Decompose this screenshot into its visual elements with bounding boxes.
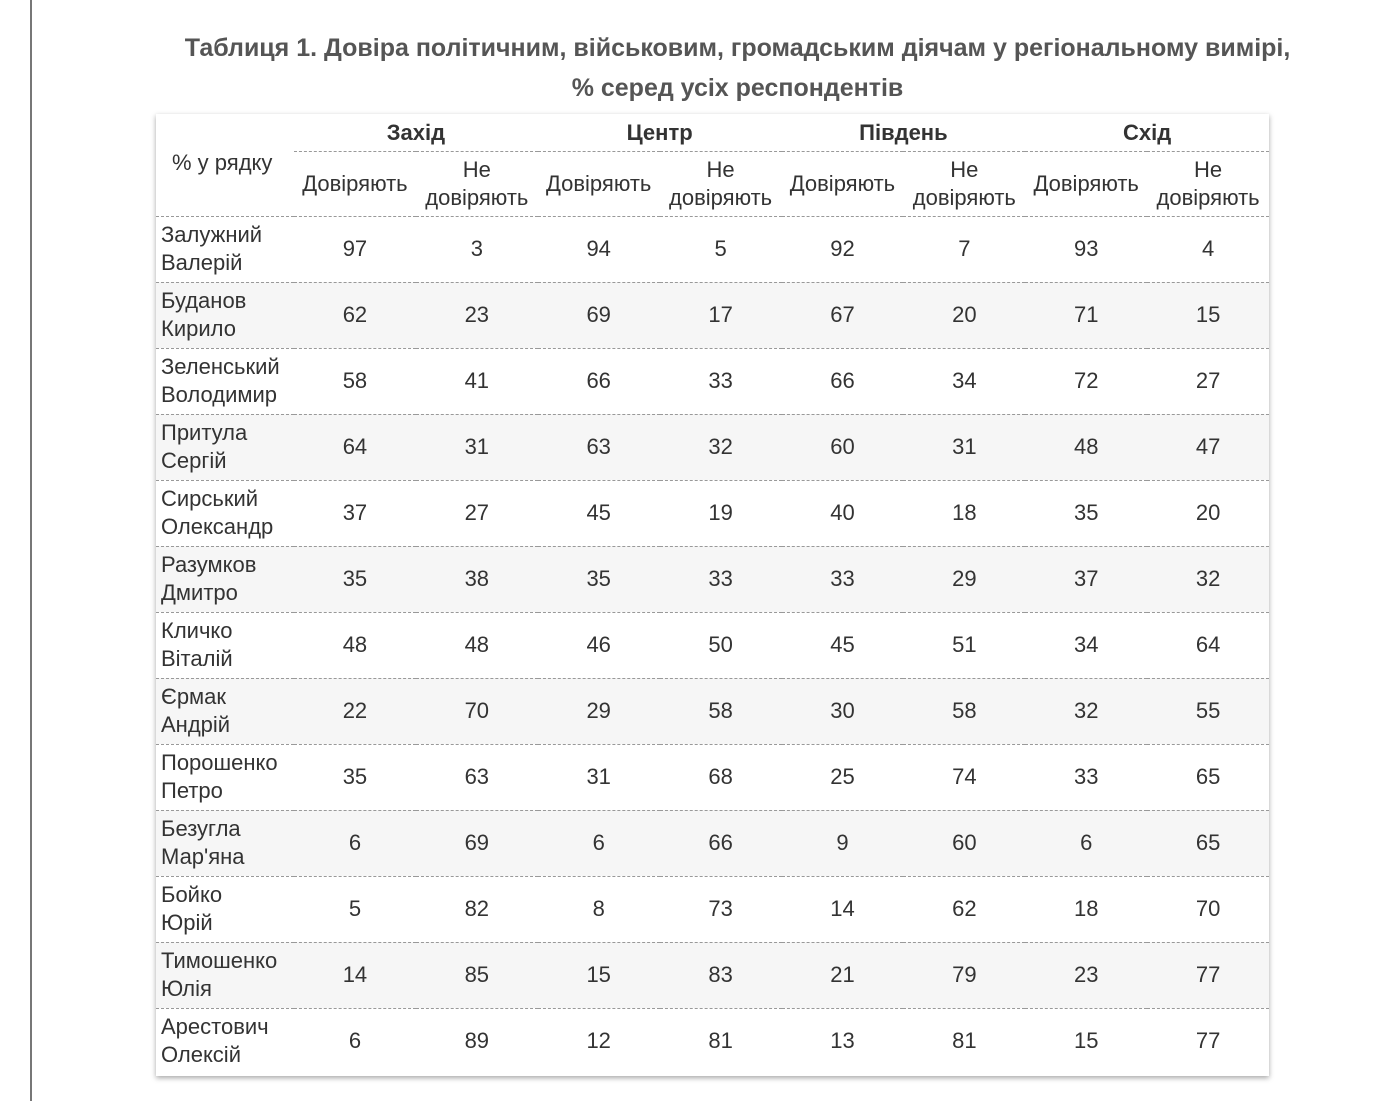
person-first-name: Сергій: [161, 448, 227, 473]
trust-value-cell: 33: [1025, 744, 1147, 810]
distrust-value-cell: 27: [416, 480, 538, 546]
trust-value-cell: 34: [1025, 612, 1147, 678]
distrust-value-cell: 65: [1147, 810, 1269, 876]
trust-table: [156, 114, 1269, 1074]
sub-header-distrust-line-2: довіряють: [912, 184, 1016, 210]
distrust-value-cell: 48: [416, 612, 538, 678]
distrust-value-cell: 34: [903, 348, 1025, 414]
trust-value-cell: 62: [294, 282, 416, 348]
distrust-value-cell: 58: [660, 678, 782, 744]
trust-value-cell: 15: [538, 942, 660, 1008]
trust-value-cell: 35: [294, 546, 416, 612]
trust-value-cell: 5: [294, 876, 416, 942]
distrust-value-cell: 68: [660, 744, 782, 810]
trust-value-cell: 40: [782, 480, 904, 546]
person-first-name: Андрій: [161, 712, 231, 737]
distrust-value-cell: 7: [903, 216, 1025, 282]
person-first-name: Олексій: [161, 1042, 241, 1068]
distrust-value-cell: 58: [903, 678, 1025, 744]
sub-header-row: [156, 151, 1269, 216]
person-name-cell: [156, 942, 294, 1008]
person-last-name: Тимошенко: [161, 948, 278, 973]
region-header-east: Схід: [1025, 114, 1269, 151]
distrust-value-cell: 3: [416, 216, 538, 282]
trust-value-cell: 37: [1025, 546, 1147, 612]
distrust-value-cell: 69: [416, 810, 538, 876]
table-row: [156, 480, 1269, 546]
person-name-cell: [156, 876, 294, 942]
person-first-name: Віталій: [161, 646, 233, 671]
trust-value-cell: 35: [1025, 480, 1147, 546]
distrust-value-cell: 19: [660, 480, 782, 546]
sub-header-distrust-line-1: Не: [1194, 156, 1223, 182]
person-name-cell: [156, 744, 294, 810]
trust-value-cell: 48: [294, 612, 416, 678]
sub-header-trust-south: Довіряють: [782, 151, 904, 216]
table-row: [156, 810, 1269, 876]
distrust-value-cell: 4: [1147, 216, 1269, 282]
trust-value-cell: 32: [1025, 678, 1147, 744]
person-first-name: Юрій: [161, 910, 213, 935]
trust-value-cell: 58: [294, 348, 416, 414]
corner-header: % у рядку: [156, 114, 294, 216]
sub-header-trust-east: Довіряють: [1025, 151, 1147, 216]
trust-value-cell: 69: [538, 282, 660, 348]
table-row: [156, 678, 1269, 744]
trust-value-cell: 30: [782, 678, 904, 744]
person-first-name: Дмитро: [161, 580, 238, 605]
table-row: [156, 942, 1269, 1008]
sub-header-distrust-line-2: довіряють: [1156, 184, 1260, 210]
trust-value-cell: 12: [586, 1028, 611, 1054]
distrust-value-cell: 33: [660, 348, 782, 414]
sub-header-distrust-line-2: довіряють: [425, 184, 529, 210]
person-name-cell: [156, 546, 294, 612]
sub-header-distrust-center: [660, 151, 782, 216]
trust-value-cell: 6: [1025, 810, 1147, 876]
person-first-name: Петро: [161, 778, 223, 803]
trust-value-cell: 13: [830, 1028, 855, 1054]
person-last-name: Арестович: [161, 1014, 269, 1040]
person-last-name: Буданов: [161, 288, 247, 313]
distrust-value-cell: 81: [952, 1028, 977, 1054]
trust-value-cell: 45: [782, 612, 904, 678]
distrust-value-cell: 32: [660, 414, 782, 480]
person-name-cell: [156, 414, 294, 480]
person-name-cell: [156, 216, 294, 282]
trust-value-cell: 35: [538, 546, 660, 612]
table-row: [156, 282, 1269, 348]
distrust-value-cell: 83: [660, 942, 782, 1008]
trust-value-cell: 31: [538, 744, 660, 810]
table-row: [156, 546, 1269, 612]
table-row: [156, 1008, 1269, 1074]
sub-header-distrust-east: [1147, 151, 1269, 216]
distrust-value-cell: 32: [1147, 546, 1269, 612]
trust-value-cell: 21: [782, 942, 904, 1008]
person-first-name: Володимир: [161, 382, 278, 407]
distrust-value-cell: 77: [1147, 942, 1269, 1008]
distrust-value-cell: 27: [1147, 348, 1269, 414]
distrust-value-cell: 20: [1147, 480, 1269, 546]
trust-value-cell: 67: [782, 282, 904, 348]
distrust-value-cell: 47: [1147, 414, 1269, 480]
trust-value-cell: 48: [1025, 414, 1147, 480]
trust-value-cell: 63: [538, 414, 660, 480]
distrust-value-cell: 63: [416, 744, 538, 810]
person-name-cell: [156, 678, 294, 744]
distrust-value-cell: 15: [1147, 282, 1269, 348]
trust-value-cell: 15: [1073, 1028, 1099, 1054]
trust-value-cell: 35: [294, 744, 416, 810]
distrust-value-cell: 60: [903, 810, 1025, 876]
person-name-cell: [156, 1008, 294, 1074]
distrust-value-cell: 41: [416, 348, 538, 414]
distrust-value-cell: 65: [1147, 744, 1269, 810]
distrust-value-cell: 18: [903, 480, 1025, 546]
region-header-west: Захід: [294, 114, 538, 151]
trust-value-cell: 37: [294, 480, 416, 546]
trust-value-cell: 92: [782, 216, 904, 282]
person-first-name: Юлія: [161, 976, 212, 1001]
person-last-name: Залужний: [161, 222, 263, 247]
trust-value-cell: 72: [1025, 348, 1147, 414]
trust-value-cell: 6: [538, 810, 660, 876]
distrust-value-cell: 81: [708, 1028, 733, 1054]
person-last-name: Порошенко: [161, 750, 278, 775]
trust-value-cell: 66: [538, 348, 660, 414]
trust-value-cell: 94: [538, 216, 660, 282]
sub-header-distrust-west: [416, 151, 538, 216]
person-first-name: Мар'яна: [161, 844, 245, 869]
sub-header-trust-center: Довіряють: [538, 151, 660, 216]
sub-header-distrust-line-1: Не: [950, 156, 979, 182]
distrust-value-cell: 23: [416, 282, 538, 348]
trust-value-cell: 9: [782, 810, 904, 876]
trust-value-cell: 22: [294, 678, 416, 744]
trust-value-cell: 14: [782, 876, 904, 942]
person-last-name: Бойко: [161, 882, 223, 907]
distrust-value-cell: 70: [1147, 876, 1269, 942]
person-name-cell: [156, 348, 294, 414]
table-body: [156, 216, 1269, 1074]
table-row: [156, 348, 1269, 414]
distrust-value-cell: 51: [903, 612, 1025, 678]
sub-header-distrust-line-1: Не: [462, 156, 491, 182]
distrust-value-cell: 70: [416, 678, 538, 744]
distrust-value-cell: 5: [660, 216, 782, 282]
distrust-value-cell: 17: [660, 282, 782, 348]
distrust-value-cell: 74: [903, 744, 1025, 810]
sub-header-distrust-line-2: довіряють: [669, 184, 773, 210]
person-first-name: Олександр: [161, 514, 274, 539]
table-title-line-2: % серед усіх респондентів: [571, 74, 904, 102]
table-title-line-1: Таблиця 1. Довіра політичним, військовим, громадським діячам у регіональному вимірі,: [184, 34, 1291, 62]
distrust-value-cell: 55: [1147, 678, 1269, 744]
trust-value-cell: 46: [538, 612, 660, 678]
trust-value-cell: 33: [782, 546, 904, 612]
person-last-name: Безугла: [161, 816, 241, 841]
distrust-value-cell: 85: [416, 942, 538, 1008]
trust-value-cell: 6: [294, 810, 416, 876]
person-name-cell: [156, 810, 294, 876]
person-last-name: Зеленський: [161, 354, 280, 379]
distrust-value-cell: 31: [903, 414, 1025, 480]
distrust-value-cell: 31: [416, 414, 538, 480]
region-header-south: Південь: [782, 114, 1026, 151]
distrust-value-cell: 77: [1195, 1028, 1221, 1054]
sub-header-distrust-south: [903, 151, 1025, 216]
distrust-value-cell: 73: [660, 876, 782, 942]
distrust-value-cell: 38: [416, 546, 538, 612]
region-header-center: Центр: [538, 114, 782, 151]
person-first-name: Кирило: [161, 316, 236, 341]
distrust-value-cell: 62: [903, 876, 1025, 942]
trust-value-cell: 93: [1025, 216, 1147, 282]
distrust-value-cell: 89: [464, 1028, 490, 1054]
person-name-cell: [156, 282, 294, 348]
trust-value-cell: 64: [294, 414, 416, 480]
left-border-rule: [30, 0, 32, 1101]
trust-value-cell: 25: [782, 744, 904, 810]
distrust-value-cell: 33: [660, 546, 782, 612]
distrust-value-cell: 82: [416, 876, 538, 942]
distrust-value-cell: 50: [660, 612, 782, 678]
trust-value-cell: 45: [538, 480, 660, 546]
distrust-value-cell: 29: [903, 546, 1025, 612]
trust-table-container: [156, 114, 1269, 1076]
person-last-name: Сирський: [161, 486, 259, 511]
table-row: [156, 216, 1269, 282]
trust-value-cell: 8: [538, 876, 660, 942]
trust-value-cell: 71: [1025, 282, 1147, 348]
distrust-value-cell: 64: [1147, 612, 1269, 678]
distrust-value-cell: 79: [903, 942, 1025, 1008]
person-name-cell: [156, 612, 294, 678]
trust-value-cell: 23: [1025, 942, 1147, 1008]
trust-value-cell: 18: [1025, 876, 1147, 942]
table-title: [100, 28, 1375, 108]
table-row: [156, 414, 1269, 480]
sub-header-distrust-line-1: Не: [706, 156, 735, 182]
person-name-cell: [156, 480, 294, 546]
sub-header-trust-west: Довіряють: [294, 151, 416, 216]
person-first-name: Валерій: [161, 250, 243, 275]
trust-value-cell: 97: [294, 216, 416, 282]
person-last-name: Разумков: [161, 552, 257, 577]
person-last-name: Кличко: [161, 618, 233, 643]
distrust-value-cell: 66: [660, 810, 782, 876]
trust-value-cell: 66: [782, 348, 904, 414]
table-row: [156, 876, 1269, 942]
table-row: [156, 744, 1269, 810]
table-row: [156, 612, 1269, 678]
trust-value-cell: 6: [348, 1028, 362, 1054]
distrust-value-cell: 20: [903, 282, 1025, 348]
trust-value-cell: 14: [294, 942, 416, 1008]
trust-value-cell: 60: [782, 414, 904, 480]
trust-value-cell: 29: [538, 678, 660, 744]
region-header-row: [156, 114, 1269, 151]
person-last-name: Єрмак: [161, 684, 227, 709]
person-last-name: Притула: [161, 420, 248, 445]
